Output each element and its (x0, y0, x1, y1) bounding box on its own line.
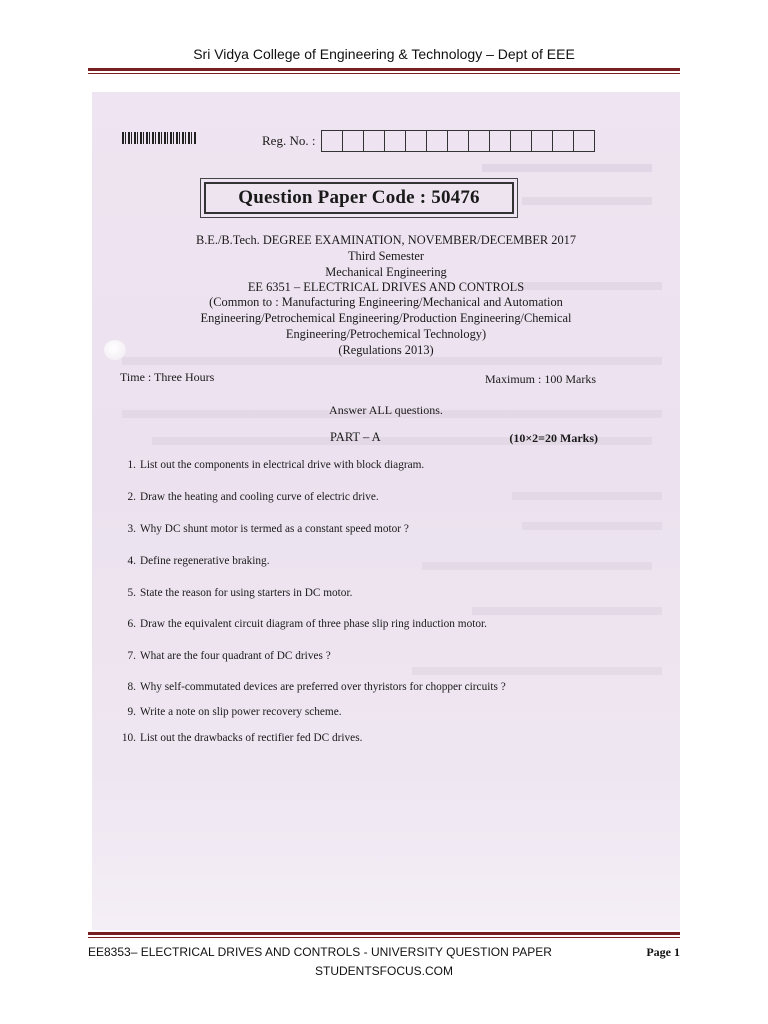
footer-rule (88, 932, 680, 935)
reg-digit-box (363, 130, 385, 152)
reg-no-label: Reg. No. : (262, 133, 316, 148)
instruction: Answer ALL questions. (329, 403, 443, 417)
reg-digit-box (531, 130, 553, 152)
question-item: 9. Write a note on slip power recovery scheme. (127, 706, 342, 718)
question-item: 10. List out the drawbacks of rectifier fed DC drives. (121, 732, 363, 744)
exam-duration: Time : Three Hours (120, 370, 215, 384)
branch: Mechanical Engineering (325, 265, 447, 279)
reg-digit-box (552, 130, 574, 152)
footer-page-number: Page 1 (646, 945, 680, 959)
question-item: 4. Define regenerative braking. (127, 555, 270, 567)
part-marks: (10×2=20 Marks) (509, 431, 598, 445)
common-to-line-2: Engineering/Petrochemical Engineering/Production Engineering/Chemical (200, 311, 572, 325)
reg-digit-box (405, 130, 427, 152)
scanned-question-paper (92, 92, 680, 930)
question-paper-code-box (204, 182, 514, 214)
exam-title: B.E./B.Tech. DEGREE EXAMINATION, NOVEMBER/DECEMBER 2017 (195, 233, 577, 247)
semester: Third Semester (347, 249, 425, 263)
question-item: 5. State the reason for using starters in DC motor. (127, 587, 353, 599)
question-item: 1. List out the components in electrical drive with block diagram. (127, 459, 425, 471)
question-paper-code: Question Paper Code : 50476 (238, 187, 480, 208)
header-rule (88, 68, 680, 71)
document-header-title: Sri Vidya College of Engineering & Technology – Dept of EEE (193, 46, 575, 62)
reg-digit-box (510, 130, 532, 152)
common-to-line-1: (Common to : Manufacturing Engineering/Mechanical and Automation (209, 295, 563, 309)
reg-digit-box (384, 130, 406, 152)
header-rule-thin (88, 73, 680, 74)
reg-digit-box (573, 130, 595, 152)
maximum-marks: Maximum : 100 Marks (485, 372, 596, 386)
question-item: 8. Why self-commutated devices are preferred over thyristors for chopper circuits ? (127, 681, 506, 693)
part-heading: PART – A (330, 430, 381, 444)
barcode (122, 132, 196, 144)
footer-rule-thin (88, 937, 680, 938)
reg-digit-box (489, 130, 511, 152)
reg-digit-box (426, 130, 448, 152)
question-item: 7. What are the four quadrant of DC drives ? (127, 650, 331, 662)
regulations: (Regulations 2013) (338, 343, 434, 357)
question-item: 6. Draw the equivalent circuit diagram of three phase slip ring induction motor. (127, 618, 487, 630)
subject-title: EE 6351 – ELECTRICAL DRIVES AND CONTROLS (247, 280, 525, 294)
footer-course-title: EE8353– ELECTRICAL DRIVES AND CONTROLS - UNIVERSITY QUESTION PAPER (88, 945, 552, 959)
reg-digit-box (468, 130, 490, 152)
reg-digit-box (342, 130, 364, 152)
question-item: 2. Draw the heating and cooling curve of electric drive. (127, 491, 379, 503)
footer-site-link[interactable]: STUDENTSFOCUS.COM (315, 964, 453, 978)
question-item: 3. Why DC shunt motor is termed as a constant speed motor ? (127, 523, 409, 535)
reg-digit-box (447, 130, 469, 152)
common-to-line-3: Engineering/Petrochemical Technology) (285, 327, 487, 341)
reg-no-boxes (322, 130, 595, 152)
reg-digit-box (321, 130, 343, 152)
